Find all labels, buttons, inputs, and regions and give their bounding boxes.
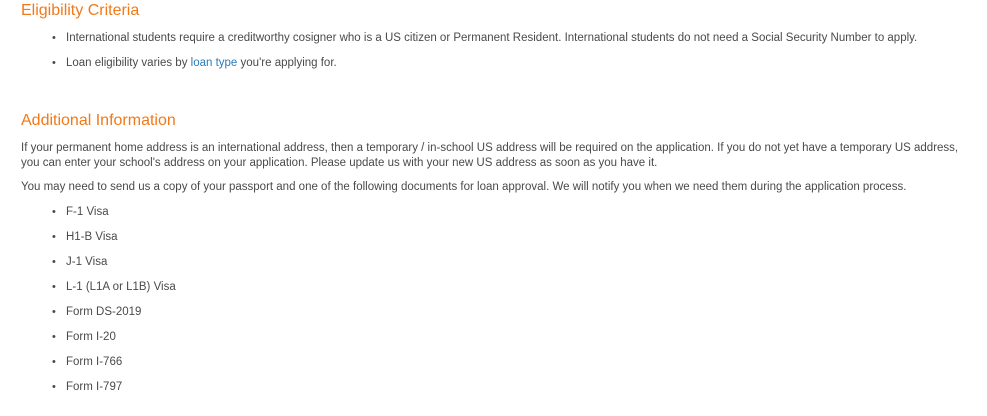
list-item (21, 355, 967, 380)
bullet-icon: • (52, 380, 56, 393)
document-item: F-1 Visa (66, 205, 109, 218)
additional-info-section (21, 111, 967, 405)
eligibility-section (21, 1, 967, 81)
additional-info-heading: Additional Information (21, 112, 176, 129)
eligibility-heading: Eligibility Criteria (21, 2, 140, 19)
document-item: Form I-797 (66, 380, 123, 393)
document-item: Form I-766 (66, 355, 123, 368)
documents-paragraph: You may need to send us a copy of your passport and one of the following documents for loan approval. We will notify you when we need them during the application process. (21, 181, 907, 193)
list-item (21, 255, 967, 280)
list-item (21, 380, 967, 405)
bullet-icon: • (52, 355, 56, 368)
list-item (21, 205, 967, 230)
list-item (21, 31, 967, 56)
bullet-icon: • (52, 32, 56, 44)
bullet-icon: • (52, 255, 56, 268)
eligibility-item-text-before: Loan eligibility varies by (66, 57, 191, 69)
list-item (21, 56, 967, 81)
loan-type-link[interactable]: loan type (190, 57, 238, 69)
list-item (21, 305, 967, 330)
document-item: H1-B Visa (66, 230, 118, 243)
bullet-icon: • (52, 205, 56, 218)
bullet-icon: • (52, 57, 56, 69)
bullet-icon: • (52, 305, 56, 318)
documents-list (21, 205, 967, 405)
list-item (21, 280, 967, 305)
address-paragraph: If your permanent home address is an international address, then a temporary / in-school US address will be required on the application. If you do not yet have a temporary US address, you can enter your school's address on your application. Please update us with your new US address as soon as you have it. (21, 142, 959, 169)
document-item: J-1 Visa (66, 255, 108, 268)
bullet-icon: • (52, 230, 56, 243)
bullet-icon: • (52, 330, 56, 343)
eligibility-item-text-after: you're applying for. (237, 57, 337, 69)
list-item (21, 230, 967, 255)
document-item: L-1 (L1A or L1B) Visa (66, 280, 176, 293)
list-item (21, 330, 967, 355)
document-item: Form DS-2019 (66, 305, 142, 318)
document-item: Form I-20 (66, 330, 116, 343)
eligibility-list (21, 31, 967, 81)
bullet-icon: • (52, 280, 56, 293)
eligibility-item-text: International students require a creditworthy cosigner who is a US citizen or Permanent Resident. International students do not need a Social Security Number to apply. (66, 32, 918, 44)
